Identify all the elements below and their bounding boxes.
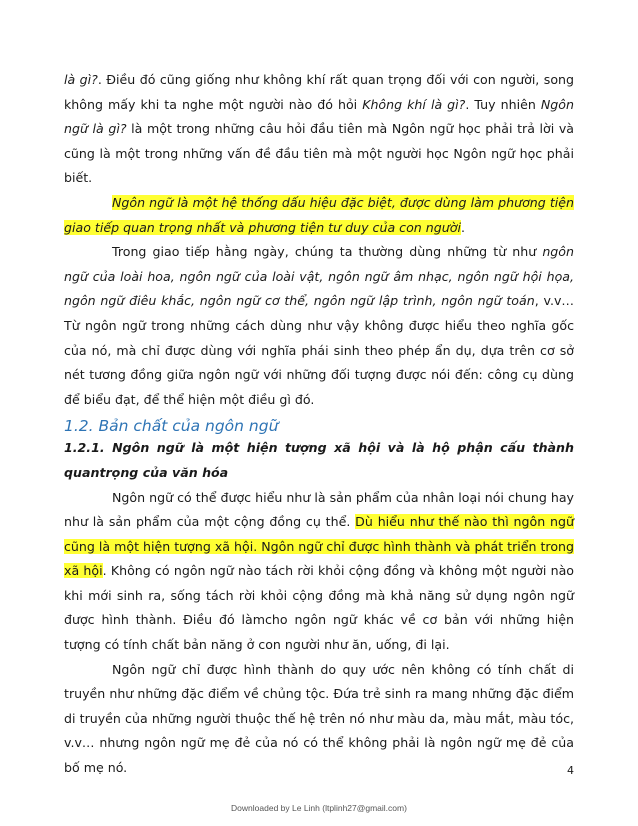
text-span: . Điều đó cũng giống như không khí rất quan trọng đối với con người, song không mấy khi ta nghe một người nào đó hỏi	[64, 72, 574, 112]
download-footer: Downloaded by Le Linh (ltplinh27@gmail.com)	[231, 803, 407, 813]
highlighted-definition: Ngôn ngữ là một hệ thống dấu hiệu đặc biệt, được dùng làm phương tiện giao tiếp quan trọng nhất và phương tiện tư duy của con người	[64, 194, 574, 235]
text-span: Ngôn ngữ là gì?	[64, 96, 574, 137]
text-span: . Không có ngôn ngữ nào tách rời khỏi cộng đồng và không một người nào khi mới sinh ra, sống tách rời khỏi cộng đồng mà khả năng sử dụng ngôn ngữ được hình thành. Điều đó làmcho ngôn ngữ khác về cơ bản với những hiện tượng có tính chất bản năng ở con người như ăn, uống, đi lại.	[64, 563, 574, 653]
highlighted-text: Dù hiểu như thế nào thì ngôn ngữ cũng là một hiện tượng xã hội. Ngôn ngữ chỉ được hình thành và phát triển trong xã hội	[64, 514, 575, 579]
text-span: là gì?	[64, 72, 98, 87]
text-span: Trong giao tiếp hằng ngày, chúng ta thường dùng những từ như	[112, 244, 543, 260]
text-span: .	[460, 219, 465, 235]
text-span: là một trong những câu hỏi đầu tiên mà Ngôn ngữ học phải trả lời và cũng là một trong những vấn đề đầu tiên mà một người học Ngôn ngữ học phải biết.	[64, 121, 575, 186]
text-span: ngôn ngữ của loài hoa, ngôn ngữ của loài vật, ngôn ngữ âm nhạc, ngôn ngữ hội họa, ngôn ngữ điêu khắc, ngôn ngữ cơ thể, ngôn ngữ lập trình, ngôn ngữ toán	[64, 244, 574, 309]
definition-paragraph	[64, 191, 574, 240]
text-span: Ngôn ngữ có thể được hiểu như là sản phẩm của nhân loại nói chung hay như là sản phẩm của một cộng đồng cụ thể.	[64, 489, 574, 530]
paragraph-5: Ngôn ngữ chỉ được hình thành do quy ước nên không có tính chất di truyền như những đặc điểm về chủng tộc. Đứa trẻ sinh ra mang những đặc điểm di truyền của những người thuộc thế hệ trên nó như màu da, màu mắt, màu tóc, v.v… nhưng ngôn ngữ mẹ đẻ của nó có thể không phải là ngôn ngữ mẹ đẻ của bố mẹ nó.	[64, 661, 574, 776]
text-span: Không khí là gì?	[362, 96, 466, 112]
section-heading: 1.2. Bản chất của ngôn ngữ	[64, 417, 279, 436]
text-span: , v.v… Từ ngôn ngữ trong những cách dùng như vậy không được hiểu theo nghĩa gốc của nó, mà chỉ được dùng với nghĩa phái sinh theo phép ẩn dụ, dựa trên cơ sở nét tương đồng giữa ngôn ngữ với những đối tượng được nói đến: công cụ dùng để biểu đạt, để thể hiện một điều gì đó.	[64, 293, 575, 407]
paragraph-4	[64, 486, 574, 658]
subsection-heading: 1.2.1. Ngôn ngữ là một hiện tượng xã hội và là hộ phận cấu thành quantrọng của văn hóa	[64, 440, 574, 480]
document-page	[64, 68, 574, 781]
paragraph-3	[64, 240, 574, 412]
page-number: 4	[567, 764, 574, 777]
text-span: . Tuy nhiên	[465, 96, 541, 112]
paragraph-1	[64, 68, 574, 191]
